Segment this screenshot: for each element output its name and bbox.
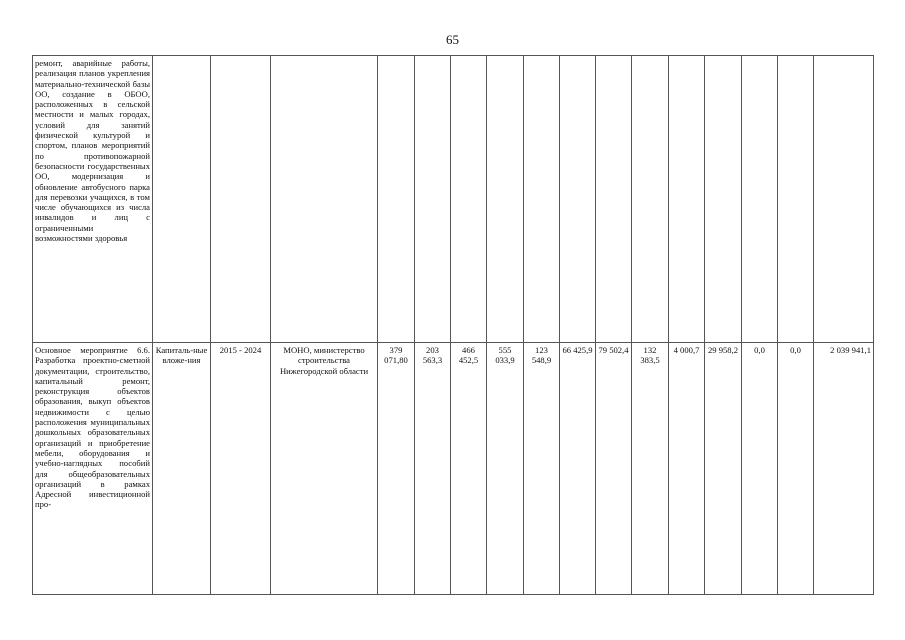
total-cell: 2 039 941,1: [814, 343, 874, 595]
value-cell: [632, 56, 669, 343]
value-cell: 555 033,9: [487, 343, 524, 595]
activity-description: Основное мероприятие 6.6. Разработка проектно-сметной документации, строительство, капитальный ремонт, реконструкция объектов образования, выкуп объектов недвижимости с целью расположения муниципальных дошкольных образовательных организаций и приобретение мебели, оборудования и учебно-наглядных пособий для общеобразовательных организаций в рамках Адресной инвестиционной про-: [33, 343, 153, 595]
value-cell: [814, 56, 874, 343]
table-row: [33, 56, 874, 343]
value-cell: 123 548,9: [524, 343, 560, 595]
value-cell: [596, 56, 632, 343]
value-cell: 79 502,4: [596, 343, 632, 595]
value-cell: [451, 56, 487, 343]
value-cell: 4 000,7: [669, 343, 705, 595]
value-cell: [378, 56, 415, 343]
expense-type: Капиталь-ные вложе-ния: [153, 343, 211, 595]
value-cell: 29 958,2: [705, 343, 742, 595]
executor: МОНО, министерство строительства Нижегородской области: [271, 343, 378, 595]
value-cell: [487, 56, 524, 343]
value-cell: 203 563,3: [415, 343, 451, 595]
value-cell: [560, 56, 596, 343]
value-cell: [705, 56, 742, 343]
value-cell: [669, 56, 705, 343]
table-row: [33, 343, 874, 595]
activity-description: ремонт, аварийные работы, реализация планов укрепления материально-технической базы ОО, создание в ОБОО, расположенных в сельской местности и малых городах, условий для занятий физической культурой и спортом, планов мероприятий по противопожарной безопасности государственных ОО, модернизация и обновление автобусного парка для перевозки учащихся, в том числе обучающихся из числа инвалидов и лиц с ограниченными возможностями здоровья: [33, 56, 153, 343]
value-cell: [524, 56, 560, 343]
page-number: 65: [446, 32, 459, 47]
period: [211, 56, 271, 343]
value-cell: [742, 56, 778, 343]
value-cell: 66 425,9: [560, 343, 596, 595]
value-cell: 132 383,5: [632, 343, 669, 595]
value-cell: 0,0: [742, 343, 778, 595]
value-cell: [778, 56, 814, 343]
value-cell: 466 452,5: [451, 343, 487, 595]
expense-type: [153, 56, 211, 343]
program-table: [32, 55, 874, 595]
executor: [271, 56, 378, 343]
value-cell: [415, 56, 451, 343]
period: 2015 - 2024: [211, 343, 271, 595]
value-cell: 379 071,80: [378, 343, 415, 595]
value-cell: 0,0: [778, 343, 814, 595]
